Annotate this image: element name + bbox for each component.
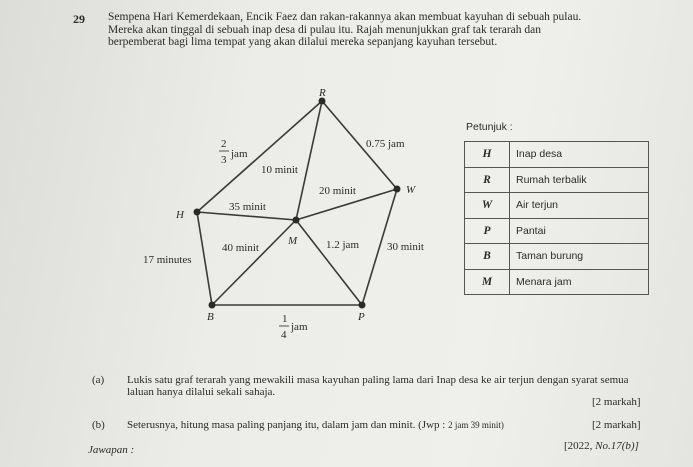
edge-h-b	[197, 212, 212, 305]
vertex-label-r: R	[319, 87, 326, 99]
source-reference	[564, 440, 639, 452]
source-year: [2022,	[564, 440, 593, 452]
part-a-text: Lukis satu graf terarah yang mewakili masa kayuhan paling lama dari Inap desa ke air terjun dengan syarat semua laluan hanya dilalui sekali sahaja.	[127, 374, 629, 398]
legend-row	[465, 269, 649, 295]
legend-code: M	[465, 269, 510, 295]
legend-name: Air terjun	[510, 193, 649, 219]
edge-r-m	[296, 101, 322, 220]
legend-code: R	[465, 167, 510, 193]
weight-wp: 30 minit	[387, 241, 424, 253]
vertex-label-h: H	[176, 209, 184, 221]
edge-h-m	[197, 212, 296, 220]
legend-table	[464, 141, 649, 295]
source-ref: No.17(b)]	[595, 440, 639, 452]
weight-bp-numerator: 1	[282, 313, 288, 325]
legend-code: B	[465, 244, 510, 270]
weight-hr-unit: jam	[231, 148, 248, 160]
intro-line: berpemberat bagi lima tempat yang akan dilalui mereka sepanjang kayuhan tersebut.	[108, 36, 498, 48]
part-b-label: (b)	[92, 419, 105, 431]
weight-rw: 0.75 jam	[366, 138, 405, 150]
legend-row	[465, 142, 649, 168]
vertex-w	[394, 186, 401, 193]
intro-line: Mereka akan tinggal di sebuah inap desa di pulau itu. Rajah menunjukkan graf tak terarah dan	[108, 23, 542, 36]
part-b-text: Seterusnya, hitung masa paling panjang itu, dalam jam dan minit. (Jwp :	[127, 419, 446, 431]
part-b-answer-hint: 2 jam 39 minit)	[448, 420, 504, 430]
part-a-marks: [2 markah]	[592, 396, 641, 408]
vertex-label-m: M	[288, 235, 298, 247]
edge-b-m	[212, 220, 296, 305]
legend-row	[465, 218, 649, 244]
vertex-label-b: B	[207, 311, 214, 323]
part-b-question	[127, 419, 504, 431]
legend-name: Rumah terbalik	[510, 167, 649, 193]
legend-title: Petunjuk :	[466, 121, 513, 133]
intro-line: Sempena Hari Kemerdekaan, Encik Faez dan rakan-rakannya akan membuat kayuhan di sebuah pulau.	[108, 11, 582, 23]
vertex-p	[359, 302, 366, 309]
vertex-label-w: W	[406, 184, 416, 196]
legend-row	[465, 193, 649, 219]
weight-bp-unit: jam	[291, 321, 308, 333]
legend-code: H	[465, 142, 510, 168]
answer-label: Jawapan :	[88, 444, 135, 456]
legend-name: Pantai	[510, 218, 649, 244]
legend-name: Inap desa	[510, 142, 649, 168]
vertex-m	[293, 217, 300, 224]
legend-row	[465, 167, 649, 193]
vertex-b	[209, 302, 216, 309]
legend-row	[465, 244, 649, 270]
legend-code: P	[465, 218, 510, 244]
weight-mp: 1.2 jam	[326, 239, 359, 251]
part-b-marks: [2 markah]	[592, 419, 641, 431]
weight-hb: 17 minutes	[143, 254, 192, 266]
weight-rm: 10 minit	[261, 164, 298, 176]
weight-mw: 20 minit	[319, 185, 356, 197]
vertex-h	[194, 209, 201, 216]
weight-hm: 35 minit	[229, 201, 266, 213]
weight-bp-denominator: 4	[281, 329, 287, 341]
edge-m-p	[296, 220, 362, 305]
part-a-label: (a)	[92, 374, 105, 386]
legend-code: W	[465, 193, 510, 219]
weight-hr-numerator: 2	[221, 138, 227, 150]
question-number: 29	[73, 12, 85, 26]
legend-name: Menara jam	[510, 269, 649, 295]
vertex-label-p: P	[358, 311, 365, 323]
legend-name: Taman burung	[510, 244, 649, 270]
edge-h-r	[197, 101, 322, 212]
weight-hr-denominator: 3	[221, 154, 227, 166]
weight-bm: 40 minit	[222, 242, 259, 254]
